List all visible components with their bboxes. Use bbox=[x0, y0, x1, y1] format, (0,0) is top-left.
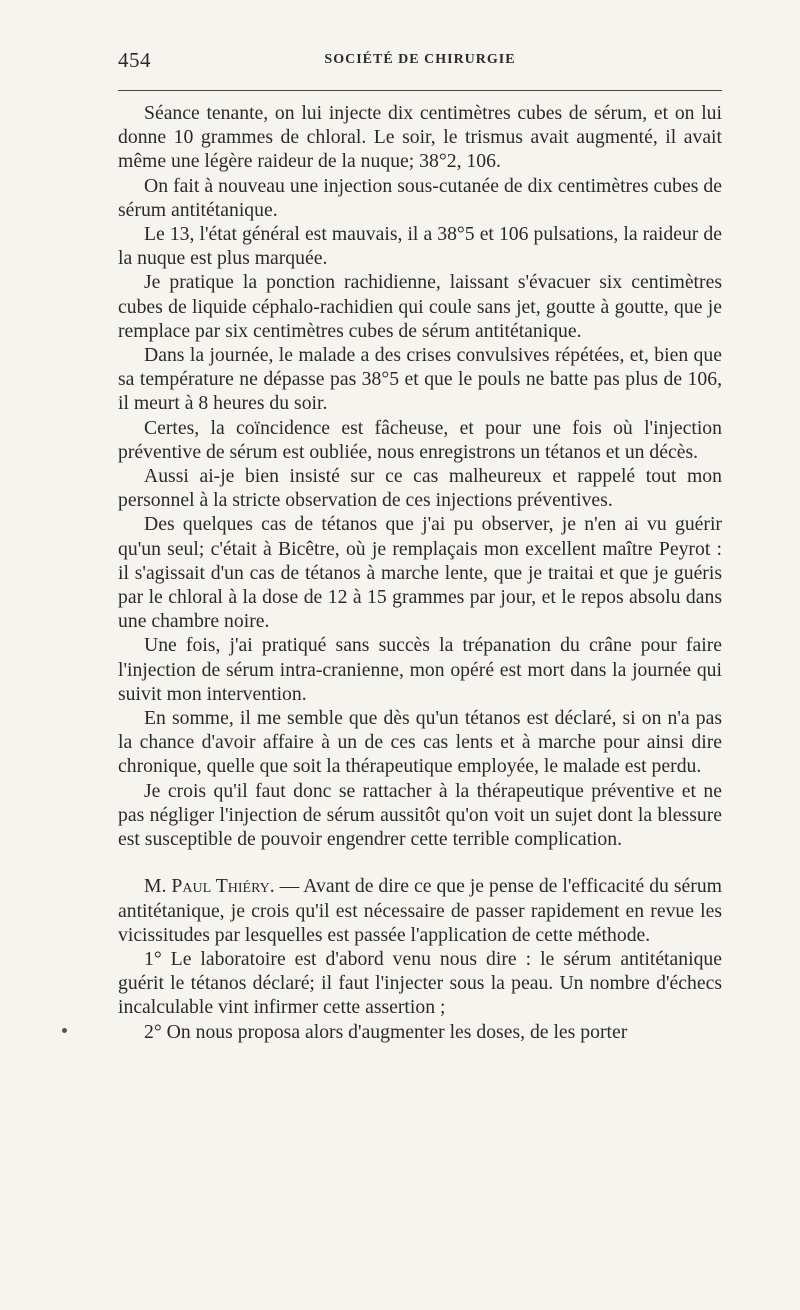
paragraph: Des quelques cas de tétanos que j'ai pu observer, je n'en ai vu guérir qu'un seul; c'était à Bicêtre, où je remplaçais mon excellent maître Peyrot : il s'agissait d'un cas de tétanos à marche lente, que je traitai et que je guéris par le chloral à la dose de 12 à 15 grammes par jour, et le repos absolu dans une chambre noire. bbox=[118, 513, 722, 633]
speech-text: — Avant de dire ce que je pense de l'efficacité du sérum antitétanique, je crois qu'il est nécessaire de passer rapidement en revue les vicissitudes par lesquelles est passée l'application de cette méthode. bbox=[118, 875, 722, 946]
paragraph: Je pratique la ponction rachidienne, laissant s'évacuer six centimètres cubes de liquide céphalo-rachidien qui coule sans jet, goutte à goutte, que je remplace par six centimètres cubes de sérum antitétanique. bbox=[118, 271, 722, 342]
page-header bbox=[118, 48, 722, 76]
body-text bbox=[118, 101, 722, 1044]
paragraph: Dans la journée, le malade a des crises convulsives répétées, et, bien que sa température ne dépasse pas 38°5 et que le pouls ne batte pas plus de 106, il meurt à 8 heures du soir. bbox=[118, 344, 722, 415]
paragraph: Le 13, l'état général est mauvais, il a 38°5 et 106 pulsations, la raideur de la nuque est plus marquée. bbox=[118, 223, 722, 270]
speaker-name: M. Paul Thiéry. bbox=[144, 875, 275, 898]
paragraph: En somme, il me semble que dès qu'un tétanos est déclaré, si on n'a pas la chance d'avoir affaire à un de ces cas lents et à marche pour ainsi dire chronique, quelle que soit la thérapeutique employée, le malade est perdu. bbox=[118, 707, 722, 778]
paragraph: On fait à nouveau une injection sous-cutanée de dix centimètres cubes de sérum antitétanique. bbox=[118, 174, 722, 221]
paragraph: Une fois, j'ai pratiqué sans succès la trépanation du crâne pour faire l'injection de sérum intra-cranienne, mon opéré est mort dans la journée qui suivit mon intervention. bbox=[118, 634, 722, 705]
page-number: 454 bbox=[118, 48, 151, 72]
header-rule bbox=[118, 90, 722, 91]
speech-paragraph bbox=[118, 874, 722, 947]
list-item: 2° On nous proposa alors d'augmenter les doses, de les porter bbox=[144, 1020, 628, 1043]
paragraph: Séance tenante, on lui injecte dix centimètres cubes de sérum, et on lui donne 10 grammes de chloral. Le soir, le trismus avait augmenté, il avait même une légère raideur de la nuque; 38°2, 106. bbox=[118, 102, 722, 173]
paragraph: Certes, la coïncidence est fâcheuse, et pour une fois où l'injection préventive de sérum est oubliée, nous enregistrons un tétanos et un décès. bbox=[118, 416, 722, 463]
paragraph: Aussi ai-je bien insisté sur ce cas malheureux et rappelé tout mon personnel à la stricte observation de ces injections préventives. bbox=[118, 465, 722, 512]
list-item: 1° Le laboratoire est d'abord venu nous dire : le sérum antitétanique guérit le tétanos déclaré; il faut l'injecter sous la peau. Un nombre d'échecs incalculable vint infirmer cette assertion ; bbox=[118, 947, 722, 1019]
running-title: SOCIÉTÉ DE CHIRURGIE bbox=[324, 52, 516, 67]
margin-dot bbox=[62, 1028, 67, 1033]
paragraph: Je crois qu'il faut donc se rattacher à la thérapeutique préventive et ne pas négliger l'injection de sérum aussitôt qu'on voit un sujet dont la blessure est susceptible de pouvoir engendrer cette terrible complication. bbox=[118, 779, 722, 851]
